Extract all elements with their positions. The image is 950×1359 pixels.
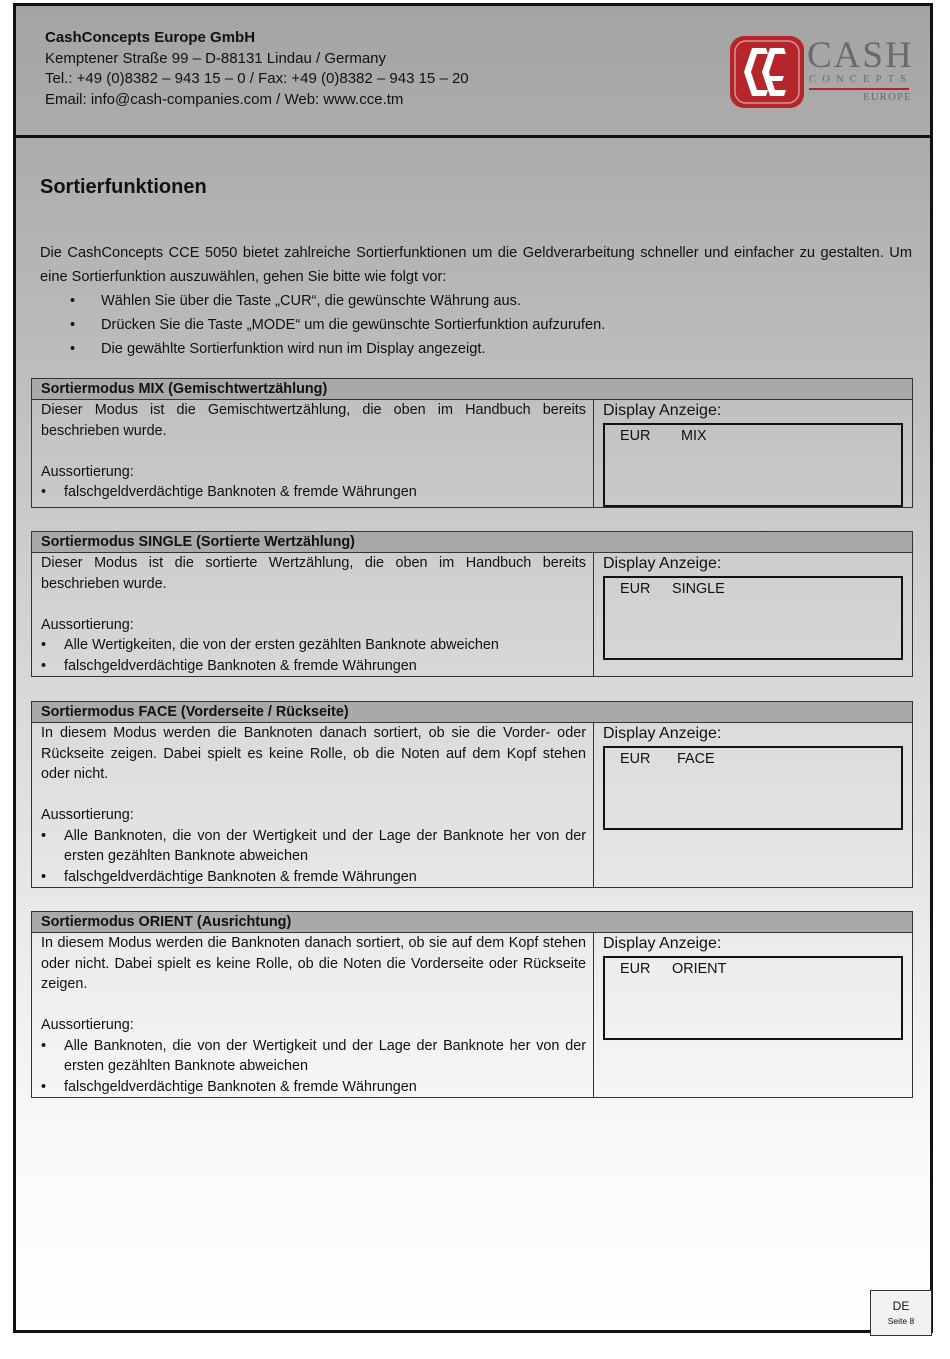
page-title: Sortierfunktionen [40,176,207,198]
display-panel [603,746,903,830]
logo-concepts-text: CONCEPTS [809,74,913,85]
cce-logo-icon [730,36,804,108]
mode-description: In diesem Modus werden die Banknoten danach sortiert, ob sie die Vorder- oder Rückseite zeigen. Dabei spielt es keine Rolle, ob die Noten auf dem Kopf stehen oder nicht. [41,725,586,782]
bullet-icon: • [41,1078,47,1095]
bullet-icon: • [41,827,47,844]
display-label: Display Anzeige: [603,555,722,572]
list-item [41,482,586,503]
company-address: Kemptener Straße 99 – D-88131 Lindau / Germany [45,49,387,67]
mode-title: Sortiermodus ORIENT (Ausrichtung) [32,912,912,933]
header-divider [16,135,930,138]
display-currency: EUR [620,961,651,977]
bullet-icon: • [41,657,47,674]
bullet-icon: • [70,341,76,357]
aussortierung-label: Aussortierung: [41,807,134,823]
step-text: Wählen Sie über die Taste „CUR“, die gewünschte Währung aus. [101,293,521,309]
logo-divider [809,88,909,90]
list-item [40,289,912,313]
item-text: falschgeldverdächtige Banknoten & fremde Währungen [64,484,417,500]
page-frame [13,3,933,1333]
display-label: Display Anzeige: [603,725,722,742]
display-mode: ORIENT [672,961,727,977]
intro-steps [40,289,912,361]
item-text: Alle Wertigkeiten, die von der ersten gezählten Banknote abweichen [64,637,499,653]
step-text: Drücken Sie die Taste „MODE“ um die gewünschte Sortierfunktion aufzurufen. [101,317,606,333]
intro-sentence-2: Um eine Sortierfunktion auszuwählen, gehen Sie bitte wie folgt vor: [40,245,912,285]
display-panel [603,956,903,1040]
aussortierung-label: Aussortierung: [41,463,134,480]
list-item [40,313,912,337]
company-phone: Tel.: +49 (0)8382 – 943 15 – 0 / Fax: +49 (0)8382 – 943 15 – 20 [45,70,469,87]
display-mode: MIX [681,428,707,444]
mode-title: Sortiermodus FACE (Vorderseite / Rückseite) [32,702,912,723]
item-text: Alle Banknoten, die von der Wertigkeit und der Lage der Banknote her von der ersten gezählten Banknote abweichen [64,827,586,864]
logo-europe-text: EUROPE [863,91,912,103]
page-number: Seite 8 [887,1316,915,1326]
intro-section [40,241,912,361]
logo-cash-text: CASH [807,35,914,76]
intro-text [40,241,912,289]
bullet-icon: • [41,637,47,653]
mode-title: Sortiermodus MIX (Gemischtwertzählung) [32,379,912,400]
list-item [40,337,912,361]
display-label: Display Anzeige: [603,402,722,419]
mode-description-cell [32,553,594,676]
list-item [41,635,586,656]
item-text: falschgeldverdächtige Banknoten & fremde Währungen [64,657,417,674]
bullet-icon: • [41,1037,47,1054]
list-item [41,656,586,677]
item-text: Alle Banknoten, die von der Wertigkeit und der Lage der Banknote her von der ersten gezählten Banknote abweichen [64,1037,586,1074]
list-item [41,1036,586,1077]
item-text: falschgeldverdächtige Banknoten & fremde Währungen [64,868,417,885]
mode-table-orient [31,911,913,1098]
mode-table-single [31,531,913,677]
company-logo [730,34,914,112]
bullet-icon: • [70,293,76,309]
display-currency: EUR [620,581,651,597]
page-number-box [870,1290,932,1336]
intro-sentence-1: Die CashConcepts CCE 5050 bietet zahlreiche Sortierfunktionen um die Geldverarbeitung schneller und einfacher zu gestalten. [40,245,884,261]
display-mode: SINGLE [672,581,725,597]
language-code: DE [892,1299,910,1313]
company-info [45,28,469,110]
mode-table-mix [31,378,913,508]
mode-table-face [31,701,913,888]
aussortierung-label: Aussortierung: [41,1017,134,1033]
mode-description-cell [32,400,594,507]
list-item [41,1077,586,1098]
bullet-icon: • [70,317,76,333]
company-name: CashConcepts Europe GmbH [45,29,256,46]
display-label: Display Anzeige: [603,935,722,952]
mode-description: In diesem Modus werden die Banknoten danach sortiert, ob sie auf dem Kopf stehen oder nicht. Dabei spielt es keine Rolle, ob die Noten die Vorderseite oder Rückseite zeigen. [41,935,586,992]
aussortierung-label: Aussortierung: [41,616,134,633]
company-contact: Email: info@cash-companies.com / Web: www.cce.tm [45,90,404,108]
display-panel [603,423,903,507]
mode-description: Dieser Modus ist die sortierte Wertzählung, die oben im Handbuch bereits beschrieben wurde. [41,555,586,592]
display-currency: EUR [620,428,651,444]
item-text: falschgeldverdächtige Banknoten & fremde Währungen [64,1078,417,1095]
mode-title: Sortiermodus SINGLE (Sortierte Wertzählung) [32,532,912,553]
list-item [41,867,586,888]
step-text: Die gewählte Sortierfunktion wird nun im Display angezeigt. [101,341,486,357]
mode-description-cell [32,723,594,887]
bullet-icon: • [41,868,47,885]
mode-description: Dieser Modus ist die Gemischtwertzählung, die oben im Handbuch bereits beschrieben wurde. [41,402,586,439]
display-currency: EUR [620,751,651,767]
bullet-icon: • [41,484,47,500]
display-panel [603,576,903,660]
display-mode: FACE [677,751,715,767]
list-item [41,826,586,867]
mode-description-cell [32,933,594,1097]
